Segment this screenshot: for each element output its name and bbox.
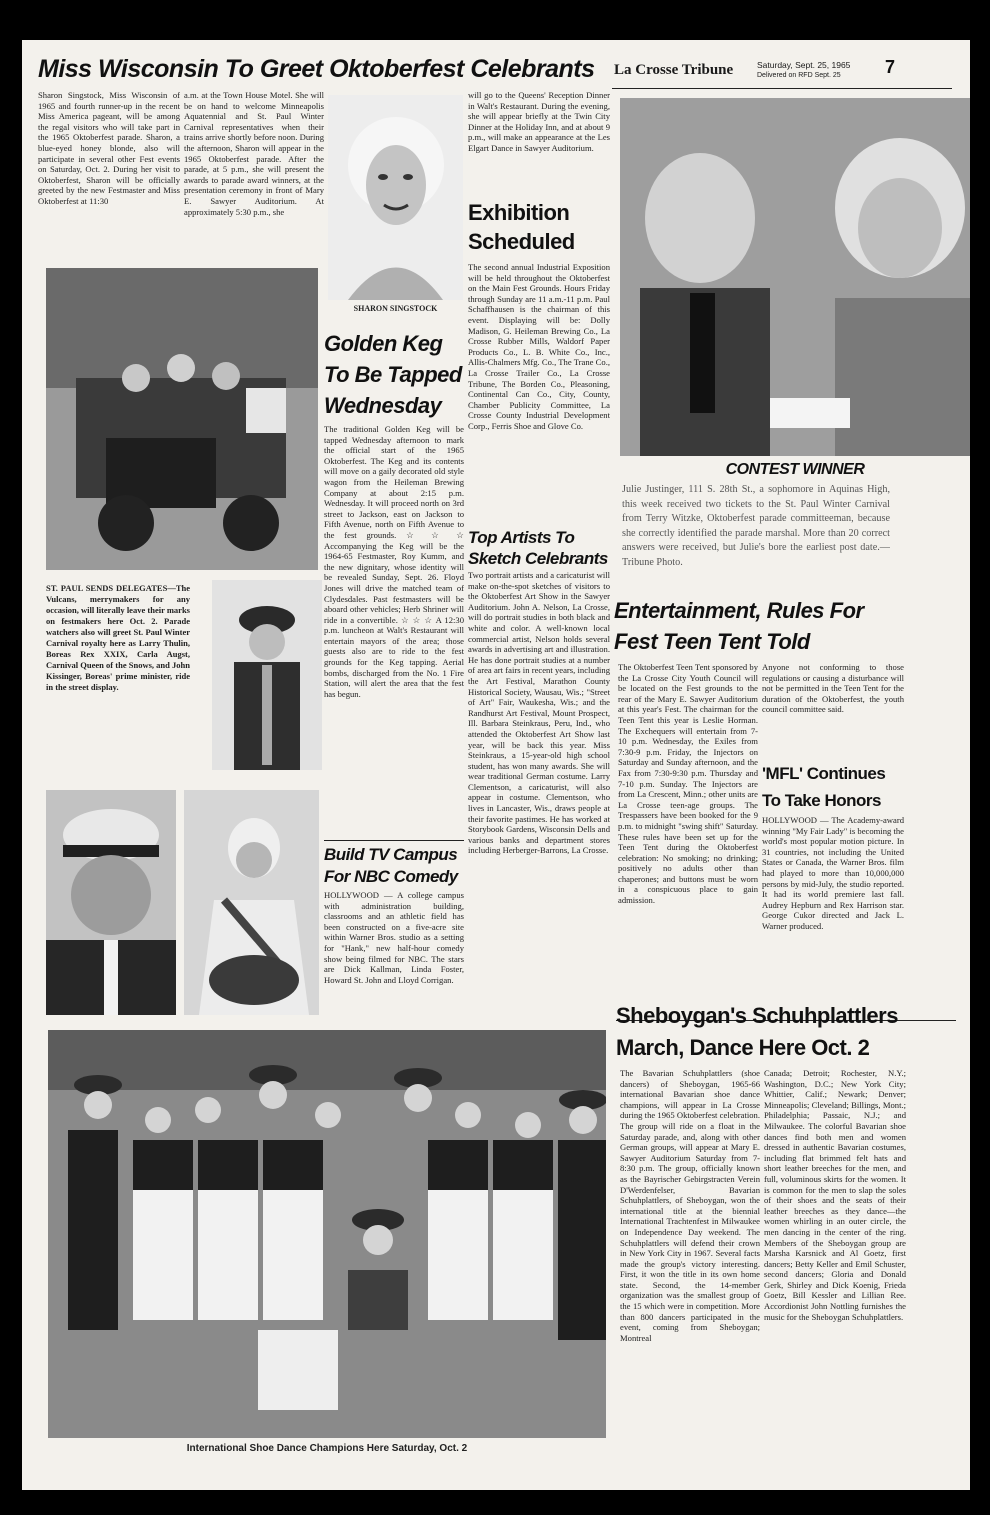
rule-build-tv: [324, 840, 464, 841]
caption-dancers: International Shoe Dance Champions Here Saturday, Oct. 2: [186, 1443, 468, 1454]
masthead-date: Saturday, Sept. 25, 1965: [757, 60, 851, 70]
article-entertainment-col2: Anyone not conforming to those regulations or causing a disturbance will not be permitted in the Teen Tent for the duration of the Oktoberfest, the youth council committee said.: [762, 662, 904, 715]
article-sheboygan-col1: The Bavarian Schuhplattlers (shoe dancers) of Sheboygan, 1965-66 international Bavarian shoe dance champions, will appear in La Crosse during the 1965 Oktoberfest celebration. The group will ride on a float in the Saturday parade, and, along with other German groups, will appear at Mary E. Sawyer Auditorium Saturday from 7-8:30 p.m. The group, officially known as the Bayrischer Gebirgstracten Verein D'Werdenfelser, Bavarian Schuhplattlers, of Sheboygan, won the international title at the biennial International Trachtenfest in Milwaukee on Independence Day weekend. The Schuhplattlers will defend their crown in New York City in 1967. Several facts made the group's victory interesting. First, it won the title in its own home state. Second, the 14-member organization was the smallest group of the 15 which were in competition. More than 800 dancers participated in the event, coming from Sheboygan; Montreal: [620, 1068, 760, 1343]
article-top-artists: Two portrait artists and a caricaturist will make on-the-spot sketches of visitors to the Oktoberfest Art Show in the Sawyer Auditorium. John A. Nelson, La Crosse, will do portrait studies in both black and white and color. A well-known local commercial artist, Nelson holds several awards in advertising art and illustration. He has done portrait studies at a number of area art fairs in recent years, including the Art Festival, Marathon County Historical Society, Wausau, Wis.; "Street of Art" Fair, Waukesha, Wis.; and the Randhurst Art Festival, Mount Prospect, Ill. Barbara Steinkraus, Peru, Ind., who attended the Oktoberfest Art Show last year, will be back this year. Miss Steinkraus, a 15-year-old high school student, has won many awards. She will wear traditional German costume. Larry Clementson, a caricaturist, will also appear in costume. Clementson, who lives in Lancaster, Wis., draws people at their favorite pastimes. He has worked at Storybook Gardens, Wisconsin Dells and various banks and department stores including Herberger-Barrons, La Crosse.: [468, 570, 610, 856]
masthead-delivered: Delivered on RFD Sept. 25: [757, 72, 841, 79]
photo-officer-portrait: [46, 790, 176, 1015]
article-build-tv: HOLLYWOOD — A college campus with administration building, classrooms and an athletic field has been constructed on a five-acre site within Warner Bros. studio as a setting for "Hank," new half-hour comedy show being filmed for NBC. The stars are Dick Kallman, Linda Foster, Howard St. John and Lloyd Corrigan.: [324, 890, 464, 985]
caption-st-paul: ST. PAUL SENDS DELEGATES—The Vulcans, merrymakers for any occasion, will literally leave their marks on festmakers here Oct. 2. Parade watchers also will greet St. Paul Winter Carnival royalty here as Larry Thulin, Boreas Rex XXIX, Carla Augst, Carnival Queen of the Snows, and John Kissinger, Boreas' prime minister, ride in the street display.: [46, 583, 190, 692]
newspaper-page: [22, 40, 970, 1490]
photo-schuhplattlers-group: [48, 1030, 606, 1438]
article-miss-wisconsin-col1: Sharon Singstock, Miss Wisconsin of 1965 and fourth runner-up in the recent Miss America pageant, will be among the regal visitors who will take part in the 1965 Oktoberfest parade. Sharon, a blue-eyed honey blonde, also will participate in several other Fest events on Saturday, Oct. 2. During her visit to Oktoberfest, Sharon will be officially greeted by the new Festmaster and Miss Oktoberfest at 11:30: [38, 90, 180, 206]
masthead-rule: [612, 88, 952, 89]
headline-sheboygan: Sheboygan's Schuhplattlers March, Dance Here Oct. 2: [616, 1003, 898, 1060]
article-mfl: HOLLYWOOD — The Academy-award winning "My Fair Lady" is becoming the world's most popular motion picture. In 31 countries, not including the United States or Canada, the Warner Bros. film had played to more than 10,000,000 persons by mid-July, the studio reported. It had its world premiere last fall. Audrey Hepburn and Rex Harrison star. George Cukor directed and Jack L. Warner produced.: [762, 815, 904, 931]
photo-vulcan-officer: [212, 580, 322, 770]
photo-carnival-queen: [184, 790, 319, 1015]
headline-mfl: 'MFL' Continues To Take Honors: [762, 764, 886, 810]
photo-sharon-singstock: [328, 95, 463, 300]
caption-contest: Julie Justinger, 111 S. 28th St., a sophomore in Aquinas High, this week received two tickets to the St. Paul Winter Carnival from Terry Witzke, Oktoberfest parade committeeman, because she correctly identified the parade marshal. More than 20 correct answers were received, but Julie's bore the earliest post date.—Tribune Photo.: [622, 484, 890, 568]
masthead-name: La Crosse Tribune: [614, 62, 734, 78]
headline-exhibition: Exhibition Scheduled: [468, 200, 575, 254]
page-number: 7: [885, 57, 895, 77]
headline-entertainment: Entertainment, Rules For Fest Teen Tent Told: [614, 598, 864, 654]
headline-golden-keg: Golden Keg To Be Tapped Wednesday: [324, 331, 462, 418]
photo-contest-winner: [620, 98, 970, 456]
article-entertainment-col1: The Oktoberfest Teen Tent sponsored by the La Crosse City Youth Council will be located on the Fest grounds to the rear of the Mary E. Sawyer Auditorium at this year's Fest. The chairman for the Teen Tent this year is Leslie Horman. The Exchequers will entertain from 7-10 p.m. Wednesday, the Exiles from 7:30-9 p.m. Friday, the Injectors on Saturday and Sunday afternoon, and the Fax from 7:30-9:30 p.m. Thursday and 7-10 p.m. Sunday. The Injectors are from La Crescent, Minn.; other units are La Crosse teen-age groups. The Trespassers have been booked for the 9 p.m. to midnight "swing shift" Saturday. These rules have been set up for the Teen Tent during the Oktoberfest celebration: No smoking; no drinking; positively no adults other than chaperones; and buttons must be worn in a conspicuous place to gain admission.: [618, 662, 758, 906]
article-golden-keg: The traditional Golden Keg will be tapped Wednesday afternoon to mark the official start of the 1965 Oktoberfest. The Keg and its contents will move on a gaily decorated old style wagon from the Heileman Brewing Company at about 2:15 p.m. Wednesday. It will proceed north on 3rd street to Jackson, east on Jackson to Fifth Avenue, north on Fifth Avenue to the fest grounds. ☆ ☆ ☆ Accompanying the Keg will be the 1964-65 Festmaster, Roy Kumm, and the new dignitary, whose identity will be revealed Sunday, Sept. 26. Floyd Jones will drive the matched team of Clydesdales. Past festmasters will be aboard other vehicles; Herb Shriner will ride in a convertible. ☆ ☆ ☆ A 12:30 p.m. luncheon at Walt's Restaurant will entertain mayors of the area; those guests also are to ride to the fest grounds for the Keg tapping. Aerial bombs, discharged from the No. 1 Fire Station, will alert the area that the fest has begun.: [324, 424, 464, 699]
article-miss-wisconsin-col3: will go to the Queens' Reception Dinner in Walt's Restaurant. During the evening, she will appear briefly at the Twin City Dinner at the Holiday Inn, and at about 9 p.m., will make an appearance at the Les Elgart Dance in Sawyer Auditorium.: [468, 90, 610, 153]
caption-sharon: SHARON SINGSTOCK: [353, 304, 438, 313]
caption-contest-title: CONTEST WINNER: [725, 461, 865, 478]
article-exhibition: The second annual Industrial Exposition will be held throughout the Oktoberfest on the Main Fest Grounds. Hours Friday through Sunday are 11 a.m.-11 p.m. Paul Schaffhausen is the chairman of this event. Displaying will be: Dolly Madison, G. Heileman Brewing Co., La Crosse Rubber Mills, Waldorf Paper Products Co., L. B. White Co., Inc., Allis-Chalmers Mfg. Co., The Trane Co., La Crosse Trailer Co., La Crosse Tribune, The Borden Co., Pleasoning, Continental Can Co., City, County, Chamber Publicity Committee, La Crosse County Industrial Development Corp., Ferris Shoe and Glove Co.: [468, 262, 610, 431]
headline-top-artists: Top Artists To Sketch Celebrants: [468, 528, 608, 568]
article-miss-wisconsin-col2: a.m. at the Town House Motel. She will be on hand to welcome Minneapolis Aquatennial and St. Paul Winter Carnival representatives when their trains arrive shortly before noon. During the afternoon, Sharon will appear in the 1965 Oktoberfest parade. After the parade, at 5 p.m., she will present the awards to parade award winners, at the presentation ceremony in front of Mary E. Sawyer Auditorium. At approximately 5:30 p.m., she: [184, 90, 324, 217]
article-sheboygan-col2: Canada; Detroit; Rochester, N.Y.; Washington, D.C.; New York City; Whittier, Calif.; Newark; Denver; Minneapolis; Cleveland; Billings, Mont.; Philadelphia; Passaic, N.J.; and Milwaukee. The colorful Bavarian shoe dances find both men and women dressed in authentic Bavarian costumes, including flat brimmed felt hats and short leather breeches for the men, and full, voluminous skirts for the women. It is common for the men to slap the soles of their shoes and the seats of their leather breeches as they dance—the women whirling in an outer circle, the men dancing in the center of the ring. Members of the Sheboygan group are Marsha Karsnick and Al Goetz, first dancers; Betty Keller and Emil Schuster, second dancers; Gloria and Donald Gerk, Shirley and Dick Koenig, Frieda Goetz, Bill Kessler and Lillian Ree. Accordionist John Nottling furnishes the music for the Sheboygan Schuhplattlers.: [764, 1068, 906, 1322]
headline-miss-wisconsin: Miss Wisconsin To Greet Oktoberfest Celebrants: [38, 55, 595, 83]
photo-fire-truck-parade: [46, 268, 318, 570]
headline-build-tv: Build TV Campus For NBC Comedy: [324, 845, 458, 886]
